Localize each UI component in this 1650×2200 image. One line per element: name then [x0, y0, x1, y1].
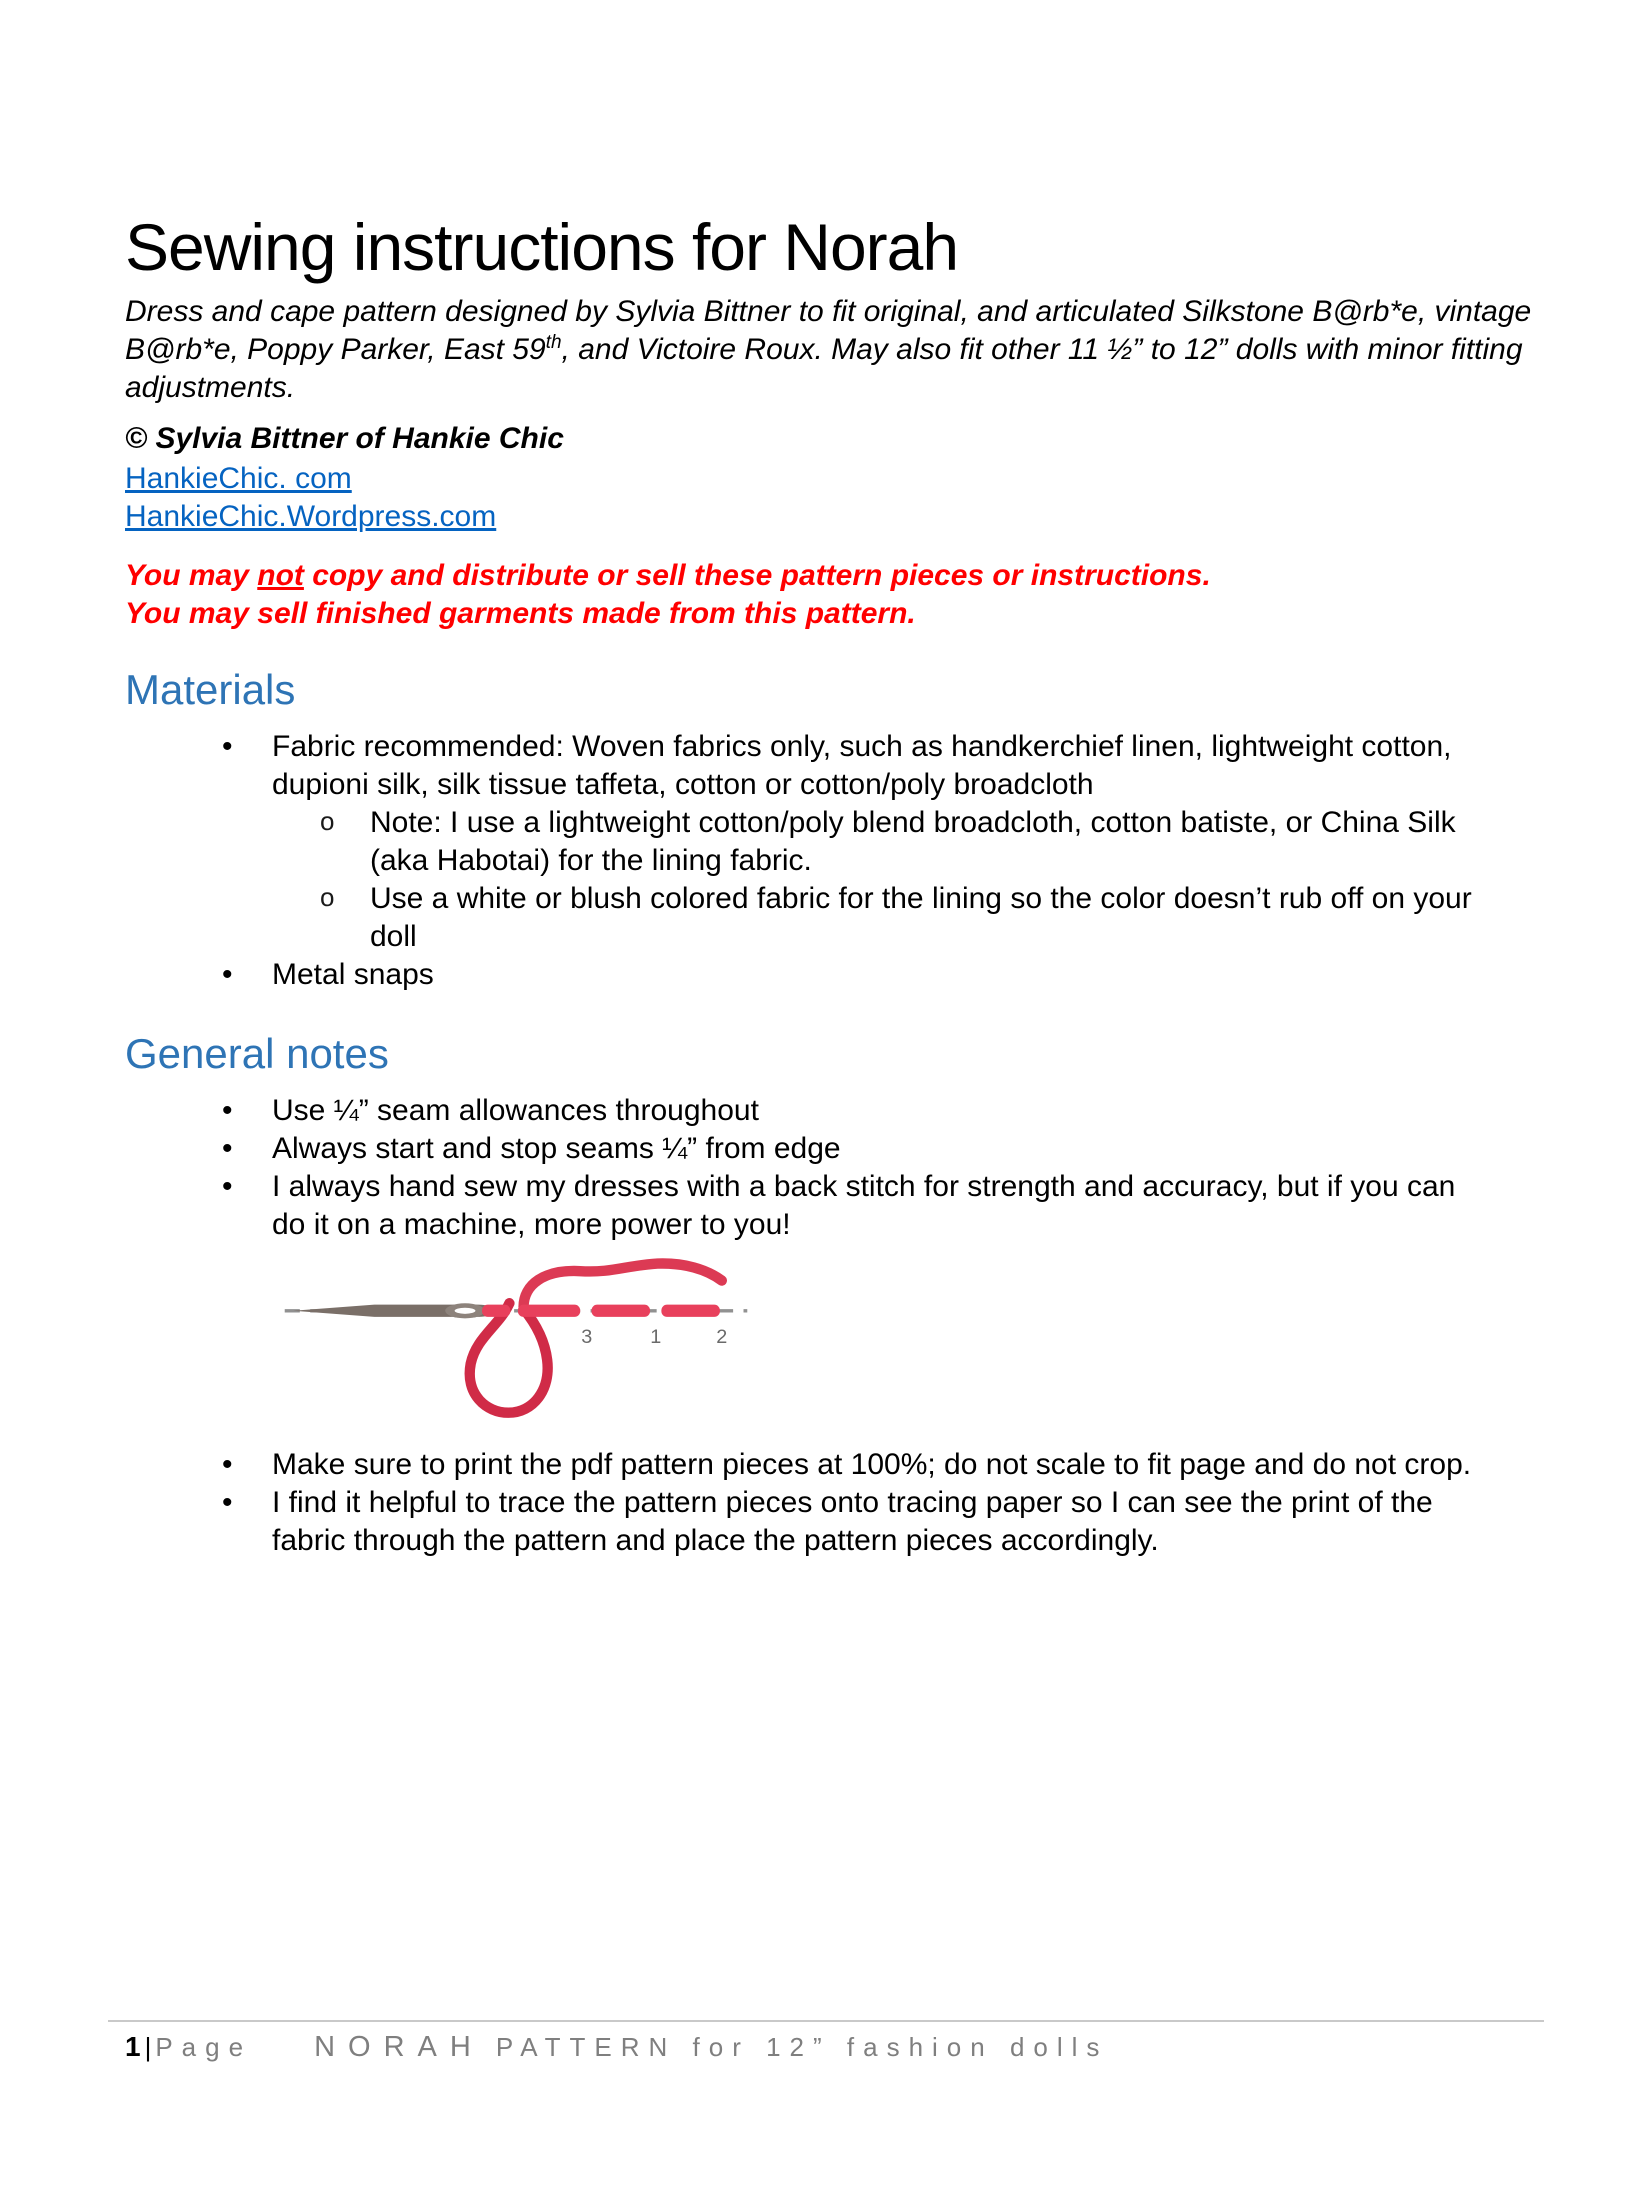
intro-paragraph: [125, 293, 1540, 407]
stitch-segment: [482, 1305, 510, 1317]
intro-text-before-superscript: Dress and cape pattern designed by Sylvia Bittner to fit original, and articulated Silkstone B@rb*e, vintage B@rb*e, Poppy Parker, East 59: [125, 295, 1532, 366]
list-item-text: Note: I use a lightweight cotton/poly blend broadcloth, cotton batiste, or China Silk (aka Habotai) for the lining fabric.: [370, 806, 1456, 877]
bullet-icon: •: [222, 1094, 233, 1127]
general-notes-list-continued: [125, 1446, 1555, 1560]
warning-underlined-word: not: [257, 559, 304, 592]
materials-heading: Materials: [125, 666, 296, 713]
blog-link-line: [125, 498, 496, 536]
list-item-tracing-paper: [125, 1484, 1485, 1560]
stitch-segment: [661, 1305, 720, 1317]
circle-bullet-icon: o: [320, 882, 335, 912]
materials-list: [125, 728, 1555, 994]
list-item-print-100: [125, 1446, 1485, 1484]
stitch-label: 1: [650, 1325, 662, 1348]
bullet-icon: •: [222, 1448, 233, 1481]
copyright-warning: [125, 557, 1540, 633]
ordinal-superscript: th: [545, 332, 562, 353]
stitch-label: 2: [716, 1325, 728, 1348]
stitch-segment: [592, 1305, 651, 1317]
general-notes-list: [125, 1092, 1555, 1244]
needle-eye-hole: [455, 1308, 476, 1314]
bullet-icon: •: [222, 1486, 233, 1519]
list-item-text: Make sure to print the pdf pattern pieces at 100%; do not scale to fit page and do not crop.: [272, 1448, 1472, 1481]
footer-page-word: Page: [155, 2032, 253, 2062]
list-item-seam-allowance: [125, 1092, 1485, 1130]
list-item-text: Fabric recommended: Woven fabrics only, such as handkerchief linen, lightweight cotton, dupioni silk, silk tissue taffeta, cotton or cotton/poly broadcloth: [272, 730, 1452, 801]
general-notes-heading: General notes: [125, 1030, 389, 1077]
warning-line-2: You may sell finished garments made from this pattern.: [125, 597, 916, 630]
stitch-segment: [518, 1305, 580, 1317]
warning-line-1-post: copy and distribute or sell these pattern pieces or instructions.: [303, 559, 1211, 592]
website-link-line: [125, 460, 352, 498]
page-footer: [125, 2031, 1108, 2064]
stitch-label: 3: [581, 1325, 593, 1348]
bullet-icon: •: [222, 1132, 233, 1165]
blog-link[interactable]: HankieChic.Wordpress.com: [125, 500, 497, 533]
warning-line-1: [125, 557, 1540, 595]
copyright-line: © Sylvia Bittner of Hankie Chic: [125, 422, 564, 455]
footer-doc-title: NORAH: [314, 2031, 484, 2063]
intro-text-after-superscript: , and Victoire Roux. May also fit other 11 ½” to 12” dolls with minor fitting adjustments.: [125, 333, 1523, 404]
bullet-icon: •: [222, 958, 233, 991]
list-item-text: I always hand sew my dresses with a back stitch for strength and accuracy, but if you can do it on a machine, more power to you!: [272, 1170, 1456, 1241]
list-item-text: Metal snaps: [272, 958, 434, 991]
footer-separator: |: [144, 2032, 152, 2062]
back-stitch-image: [280, 1246, 752, 1436]
list-subitem-lining-color: [125, 880, 1520, 956]
website-link[interactable]: HankieChic. com: [125, 462, 352, 495]
list-item-start-stop: [125, 1130, 1485, 1168]
list-item-text: Use ¼” seam allowances throughout: [272, 1094, 759, 1127]
list-item-text: I find it helpful to trace the pattern pieces onto tracing paper so I can see the print of the fabric through the pattern and place the pattern pieces accordingly.: [272, 1486, 1433, 1557]
footer-rule: [108, 2020, 1544, 2022]
thread-tail-path: [524, 1264, 722, 1308]
bullet-icon: •: [222, 730, 233, 763]
list-item-snaps: [125, 956, 1485, 994]
footer-page-number: 1: [125, 2031, 145, 2062]
list-item-fabric: [125, 728, 1485, 804]
warning-line-1-pre: You may: [125, 559, 258, 592]
list-item-back-stitch: [125, 1168, 1485, 1244]
footer-doc-subtitle: PATTERN for 12” fashion dolls: [495, 2032, 1109, 2062]
bullet-icon: •: [222, 1170, 233, 1203]
list-item-text: Always start and stop seams ¼” from edge: [272, 1132, 841, 1165]
thread-loop-path: [470, 1303, 548, 1413]
list-item-text: Use a white or blush colored fabric for the lining so the color doesn’t rub off on your doll: [370, 882, 1472, 953]
page-title: Sewing instructions for Norah: [125, 210, 959, 284]
circle-bullet-icon: o: [320, 806, 335, 836]
list-subitem-lining-note: [125, 804, 1520, 880]
